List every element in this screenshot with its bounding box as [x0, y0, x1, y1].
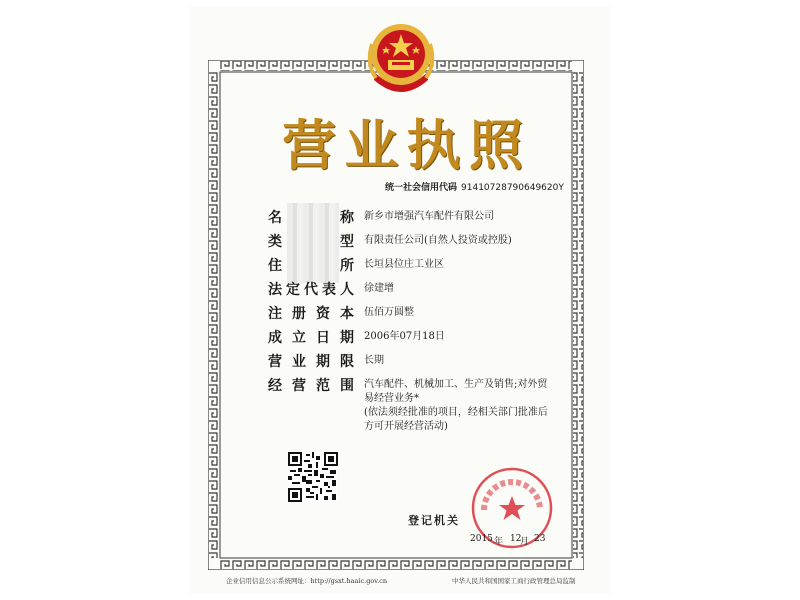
registration-authority: 登记机关	[408, 514, 460, 527]
date-month: 12	[510, 534, 522, 544]
field-name	[268, 207, 568, 227]
field-value: 长期	[364, 355, 384, 366]
date-year-char: 年	[494, 537, 504, 547]
field-label: 经 营 范 围	[268, 378, 354, 394]
credit-code	[385, 180, 564, 193]
field-registered-capital	[268, 303, 568, 323]
footer-issuer: 中华人民共和国国家工商行政管理总局监制	[452, 577, 576, 585]
date-day: 23	[534, 534, 546, 544]
field-type	[268, 231, 568, 251]
field-label: 类 型	[268, 234, 354, 250]
field-business-scope	[268, 375, 568, 435]
title-char: 营	[282, 113, 336, 177]
field-label: 住 所	[268, 258, 354, 274]
field-label: 注 册 资 本	[268, 306, 354, 322]
field-establishment-date	[268, 327, 568, 347]
date-month-char: 月	[520, 537, 530, 547]
credit-code-label: 统一社会信用代码	[385, 183, 458, 193]
field-label: 成 立 日 期	[268, 330, 354, 346]
title-char: 业	[344, 113, 399, 177]
field-label: 名 称	[268, 210, 354, 226]
date-year: 2015	[470, 534, 493, 544]
field-value: 徐建增	[364, 283, 394, 294]
document-title	[280, 108, 525, 177]
field-value: 长垣县位庄工业区	[364, 259, 444, 270]
field-value: 汽车配件、机械加工、生产及销售;对外贸易经营业务* (依法须经批准的项目，经相关部门批准后方可开展经营活动)	[364, 379, 548, 432]
qr-code-icon	[288, 452, 338, 502]
field-value: 伍佰万圆整	[364, 307, 414, 318]
national-emblem-icon	[358, 14, 444, 104]
field-address	[268, 255, 568, 275]
field-value: 新乡市增强汽车配件有限公司	[364, 211, 494, 222]
field-value: 2006年07月18日	[364, 331, 445, 342]
field-legal-representative	[268, 279, 568, 299]
field-value: 有限责任公司(自然人投资或控股)	[364, 235, 512, 246]
field-business-term	[268, 351, 568, 371]
credit-code-value: 91410728790649620Y	[461, 183, 564, 193]
issue-date	[470, 534, 550, 548]
title-char: 照	[468, 113, 523, 177]
footer-website: 企业信用信息公示系统网址：http://gsxt.haaic.gov.cn	[226, 577, 388, 585]
field-label: 营 业 期 限	[268, 354, 354, 370]
title-char: 执	[406, 113, 461, 177]
field-label: 法 定 代 表 人	[268, 282, 354, 298]
